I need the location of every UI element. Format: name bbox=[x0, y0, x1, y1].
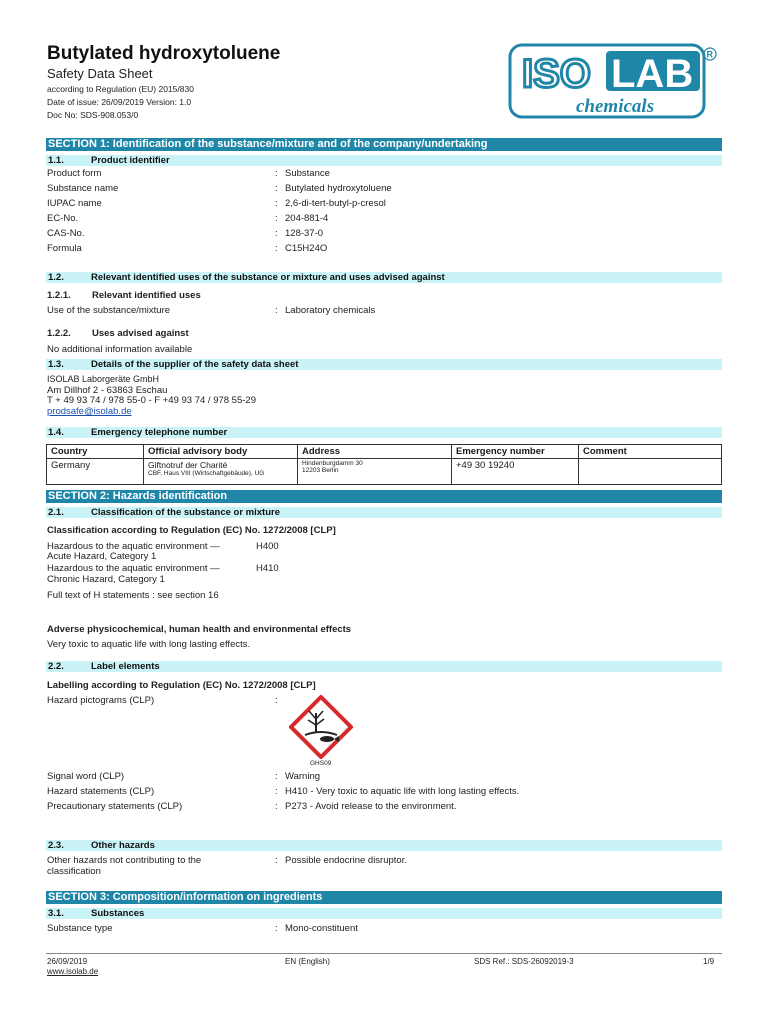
logo-chemicals-text: chemicals bbox=[576, 96, 655, 117]
hazard-statements-value: H410 - Very toxic to aquatic life with long lasting effects. bbox=[285, 786, 520, 797]
table-row bbox=[47, 459, 722, 485]
regulation-note: according to Regulation (EU) 2015/830 bbox=[47, 84, 194, 94]
ghs09-code: GHS09 bbox=[310, 760, 332, 767]
substance-name-value: Butylated hydroxytoluene bbox=[285, 183, 392, 194]
footer-date: 26/09/2019 bbox=[47, 957, 88, 966]
other-hazards-value: Possible endocrine disruptor. bbox=[285, 855, 407, 866]
subsection-1-2-1-title: Relevant identified uses bbox=[92, 290, 201, 301]
hazard-1-code: H400 bbox=[256, 541, 279, 552]
precautionary-statements-label: Precautionary statements (CLP) bbox=[47, 801, 183, 812]
pictogram-label: Hazard pictograms (CLP) bbox=[47, 695, 155, 706]
supplier-email-link[interactable]: prodsafe@isolab.de bbox=[47, 406, 132, 417]
supplier-address: Am Dillhof 2 - 63863 Eschau bbox=[47, 385, 168, 396]
iupac-name-value: 2,6-di-tert-butyl-p-cresol bbox=[285, 198, 386, 209]
subsection-1-2: 1.2. Relevant identified uses of the substance or mixture and uses advised against bbox=[46, 272, 722, 283]
subsection-1-2-2-title: Uses advised against bbox=[92, 328, 189, 339]
ec-no-label: EC-No. bbox=[47, 213, 79, 224]
no-info-text: No additional information available bbox=[47, 344, 193, 355]
hazard-1-line1: Hazardous to the aquatic environment — bbox=[47, 541, 220, 552]
emergency-number-cell: +49 30 19240 bbox=[452, 459, 579, 485]
full-text-note: Full text of H statements : see section 16 bbox=[47, 590, 219, 601]
use-value: Laboratory chemicals bbox=[285, 305, 376, 316]
iupac-name-label: IUPAC name bbox=[47, 198, 102, 209]
subsection-3-1: 3.1. Substances bbox=[46, 908, 722, 919]
cas-no-label: CAS-No. bbox=[47, 228, 85, 239]
doc-number: Doc No: SDS-908.053/0 bbox=[47, 110, 139, 120]
footer-website-link[interactable]: www.isolab.de bbox=[47, 967, 99, 976]
precautionary-statements-value: P273 - Avoid release to the environment. bbox=[285, 801, 457, 812]
col-comment: Comment bbox=[579, 445, 722, 459]
section-2-header: SECTION 2: Hazards identification bbox=[46, 490, 722, 503]
hazard-1-line2: Acute Hazard, Category 1 bbox=[47, 551, 157, 562]
comment-cell bbox=[579, 459, 722, 485]
adverse-effects-heading: Adverse physicochemical, human health and environmental effects bbox=[47, 624, 352, 635]
subsection-1-4: 1.4. Emergency telephone number bbox=[46, 427, 722, 438]
subsection-2-1: 2.1. Classification of the substance or mixture bbox=[46, 507, 722, 518]
footer-page-number: 1/9 bbox=[703, 957, 715, 966]
subsection-2-2: 2.2. Label elements bbox=[46, 661, 722, 672]
cas-no-value: 128-37-0 bbox=[285, 228, 324, 239]
supplier-phone: T + 49 93 74 / 978 55-0 - F +49 93 74 / 978 55-29 bbox=[47, 395, 256, 406]
document-subtitle: Safety Data Sheet bbox=[47, 66, 153, 81]
logo-iso-text: ISO bbox=[522, 52, 591, 96]
use-label: Use of the substance/mixture bbox=[47, 305, 171, 316]
ec-no-value: 204-881-4 bbox=[285, 213, 329, 224]
adverse-effects-text: Very toxic to aquatic life with long lasting effects. bbox=[47, 639, 251, 650]
isolab-logo bbox=[508, 43, 718, 119]
issue-date: Date of issue: 26/09/2019 Version: 1.0 bbox=[47, 97, 192, 107]
logo-lab-text: LAB bbox=[611, 52, 694, 96]
hazard-2-code: H410 bbox=[256, 563, 279, 574]
country-cell: Germany bbox=[47, 459, 144, 485]
subsection-2-3: 2.3. Other hazards bbox=[46, 840, 722, 851]
other-hazards-label-2: classification bbox=[47, 866, 101, 877]
hazard-statements-label: Hazard statements (CLP) bbox=[47, 786, 155, 797]
substance-name-label: Substance name bbox=[47, 183, 119, 194]
subsection-1-1: 1.1. Product identifier bbox=[46, 155, 722, 166]
clp-classification-heading: Classification according to Regulation (EC) No. 1272/2008 [CLP] bbox=[47, 525, 336, 536]
svg-text:R: R bbox=[706, 49, 713, 60]
ghs09-environment-icon bbox=[289, 695, 353, 759]
formula-label: Formula bbox=[47, 243, 82, 254]
footer-sds-ref: SDS Ref.: SDS-26092019-3 bbox=[474, 957, 574, 966]
substance-type-value: Mono-constituent bbox=[285, 923, 358, 934]
section-1-header: SECTION 1: Identification of the substance/mixture and of the company/undertaking bbox=[46, 138, 722, 151]
hazard-2-line2: Chronic Hazard, Category 1 bbox=[47, 574, 165, 585]
subsection-1-2-1-num: 1.2.1. bbox=[47, 290, 71, 301]
hazard-2-line1: Hazardous to the aquatic environment — bbox=[47, 563, 220, 574]
advisory-body-cell: Giftnotruf der Charité CBF, Haus VIII (Wirtschaftgebäude), UG bbox=[144, 459, 298, 485]
col-advisory-body: Official advisory body bbox=[144, 445, 298, 459]
footer-divider bbox=[46, 953, 722, 954]
other-hazards-label-1: Other hazards not contributing to the bbox=[47, 855, 202, 866]
footer-language: EN (English) bbox=[285, 957, 330, 966]
address-cell: Hindenburgdamm 30 12203 Berlin bbox=[298, 459, 452, 485]
product-form-value: Substance bbox=[285, 168, 330, 179]
subsection-1-3: 1.3. Details of the supplier of the safety data sheet bbox=[46, 359, 722, 370]
signal-word-label: Signal word (CLP) bbox=[47, 771, 125, 782]
col-address: Address bbox=[298, 445, 452, 459]
signal-word-value: Warning bbox=[285, 771, 321, 782]
table-header-row bbox=[47, 445, 722, 459]
labelling-heading: Labelling according to Regulation (EC) No. 1272/2008 [CLP] bbox=[47, 680, 316, 691]
col-country: Country bbox=[47, 445, 144, 459]
substance-type-label: Substance type bbox=[47, 923, 113, 934]
supplier-name: ISOLAB Laborgeräte GmbH bbox=[47, 374, 160, 384]
emergency-table bbox=[46, 444, 722, 485]
section-3-header: SECTION 3: Composition/information on ingredients bbox=[46, 891, 722, 904]
product-form-label: Product form bbox=[47, 168, 102, 179]
document-title: Butylated hydroxytoluene bbox=[47, 43, 281, 64]
subsection-1-2-2-num: 1.2.2. bbox=[47, 328, 71, 339]
col-emergency-number: Emergency number bbox=[452, 445, 579, 459]
formula-value: C15H24O bbox=[285, 243, 328, 254]
